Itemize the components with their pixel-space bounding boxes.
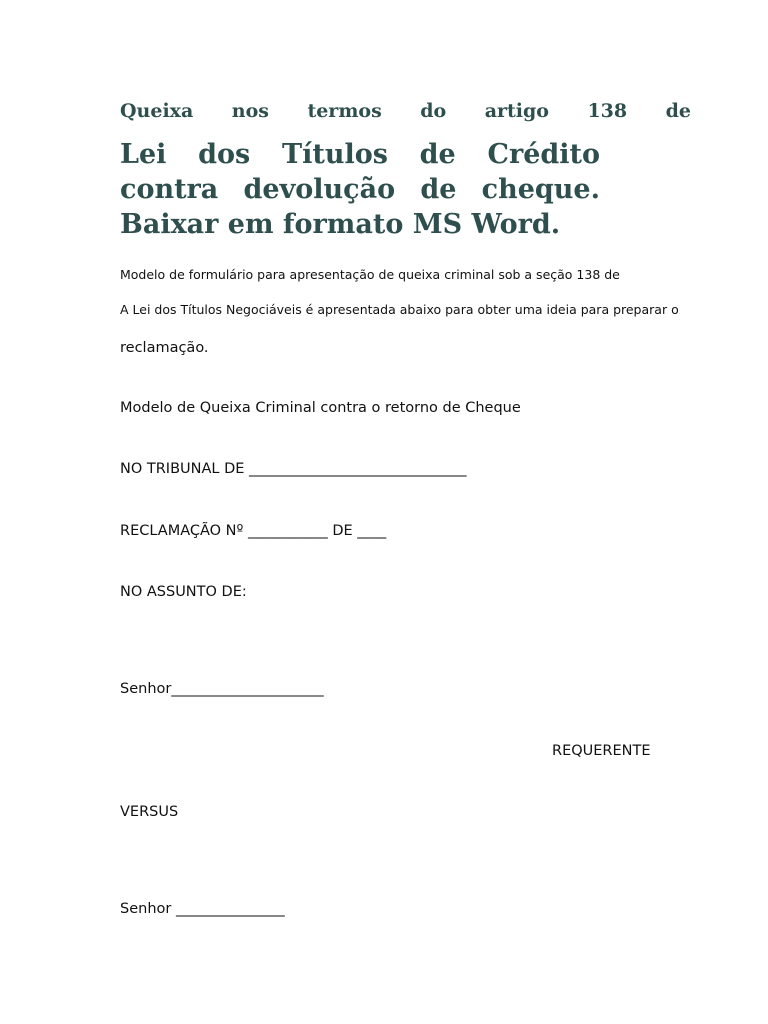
complainant-name-line: Senhor_____________________ [120,681,324,697]
heading-line-2: Lei dos Títulos de Crédito [120,139,600,170]
court-line: NO TRIBUNAL DE ______________________________ [120,461,467,477]
heading-word: artigo [484,100,549,122]
heading-word: nos [231,100,269,122]
complaint-number-line: RECLAMAÇÃO Nº ___________ DE ____ [120,523,387,539]
subject-line: NO ASSUNTO DE: [120,584,247,600]
accused-name-line: Senhor _______________ [120,901,285,917]
model-title: Modelo de Queixa Criminal contra o retorno de Cheque [120,400,521,416]
heading-word: 138 [587,100,628,122]
heading-main [120,137,600,242]
heading-word: de [665,100,691,122]
intro-line-3: reclamação. [120,340,209,356]
heading-line-4: Baixar em formato MS Word. [120,209,561,240]
heading-word: do [420,100,447,122]
heading-word: termos [307,100,382,122]
intro-line-1: Modelo de formulário para apresentação de queixa criminal sob a seção 138 de [120,267,620,282]
requerente-label: REQUERENTE [552,743,651,759]
heading-line-1 [120,98,691,124]
heading-line-3: contra devolução de cheque. [120,174,600,205]
intro-line-2: A Lei dos Títulos Negociáveis é apresentada abaixo para obter uma ideia para preparar o [120,302,679,317]
heading-word: Queixa [120,100,194,122]
versus-label: VERSUS [120,804,179,820]
